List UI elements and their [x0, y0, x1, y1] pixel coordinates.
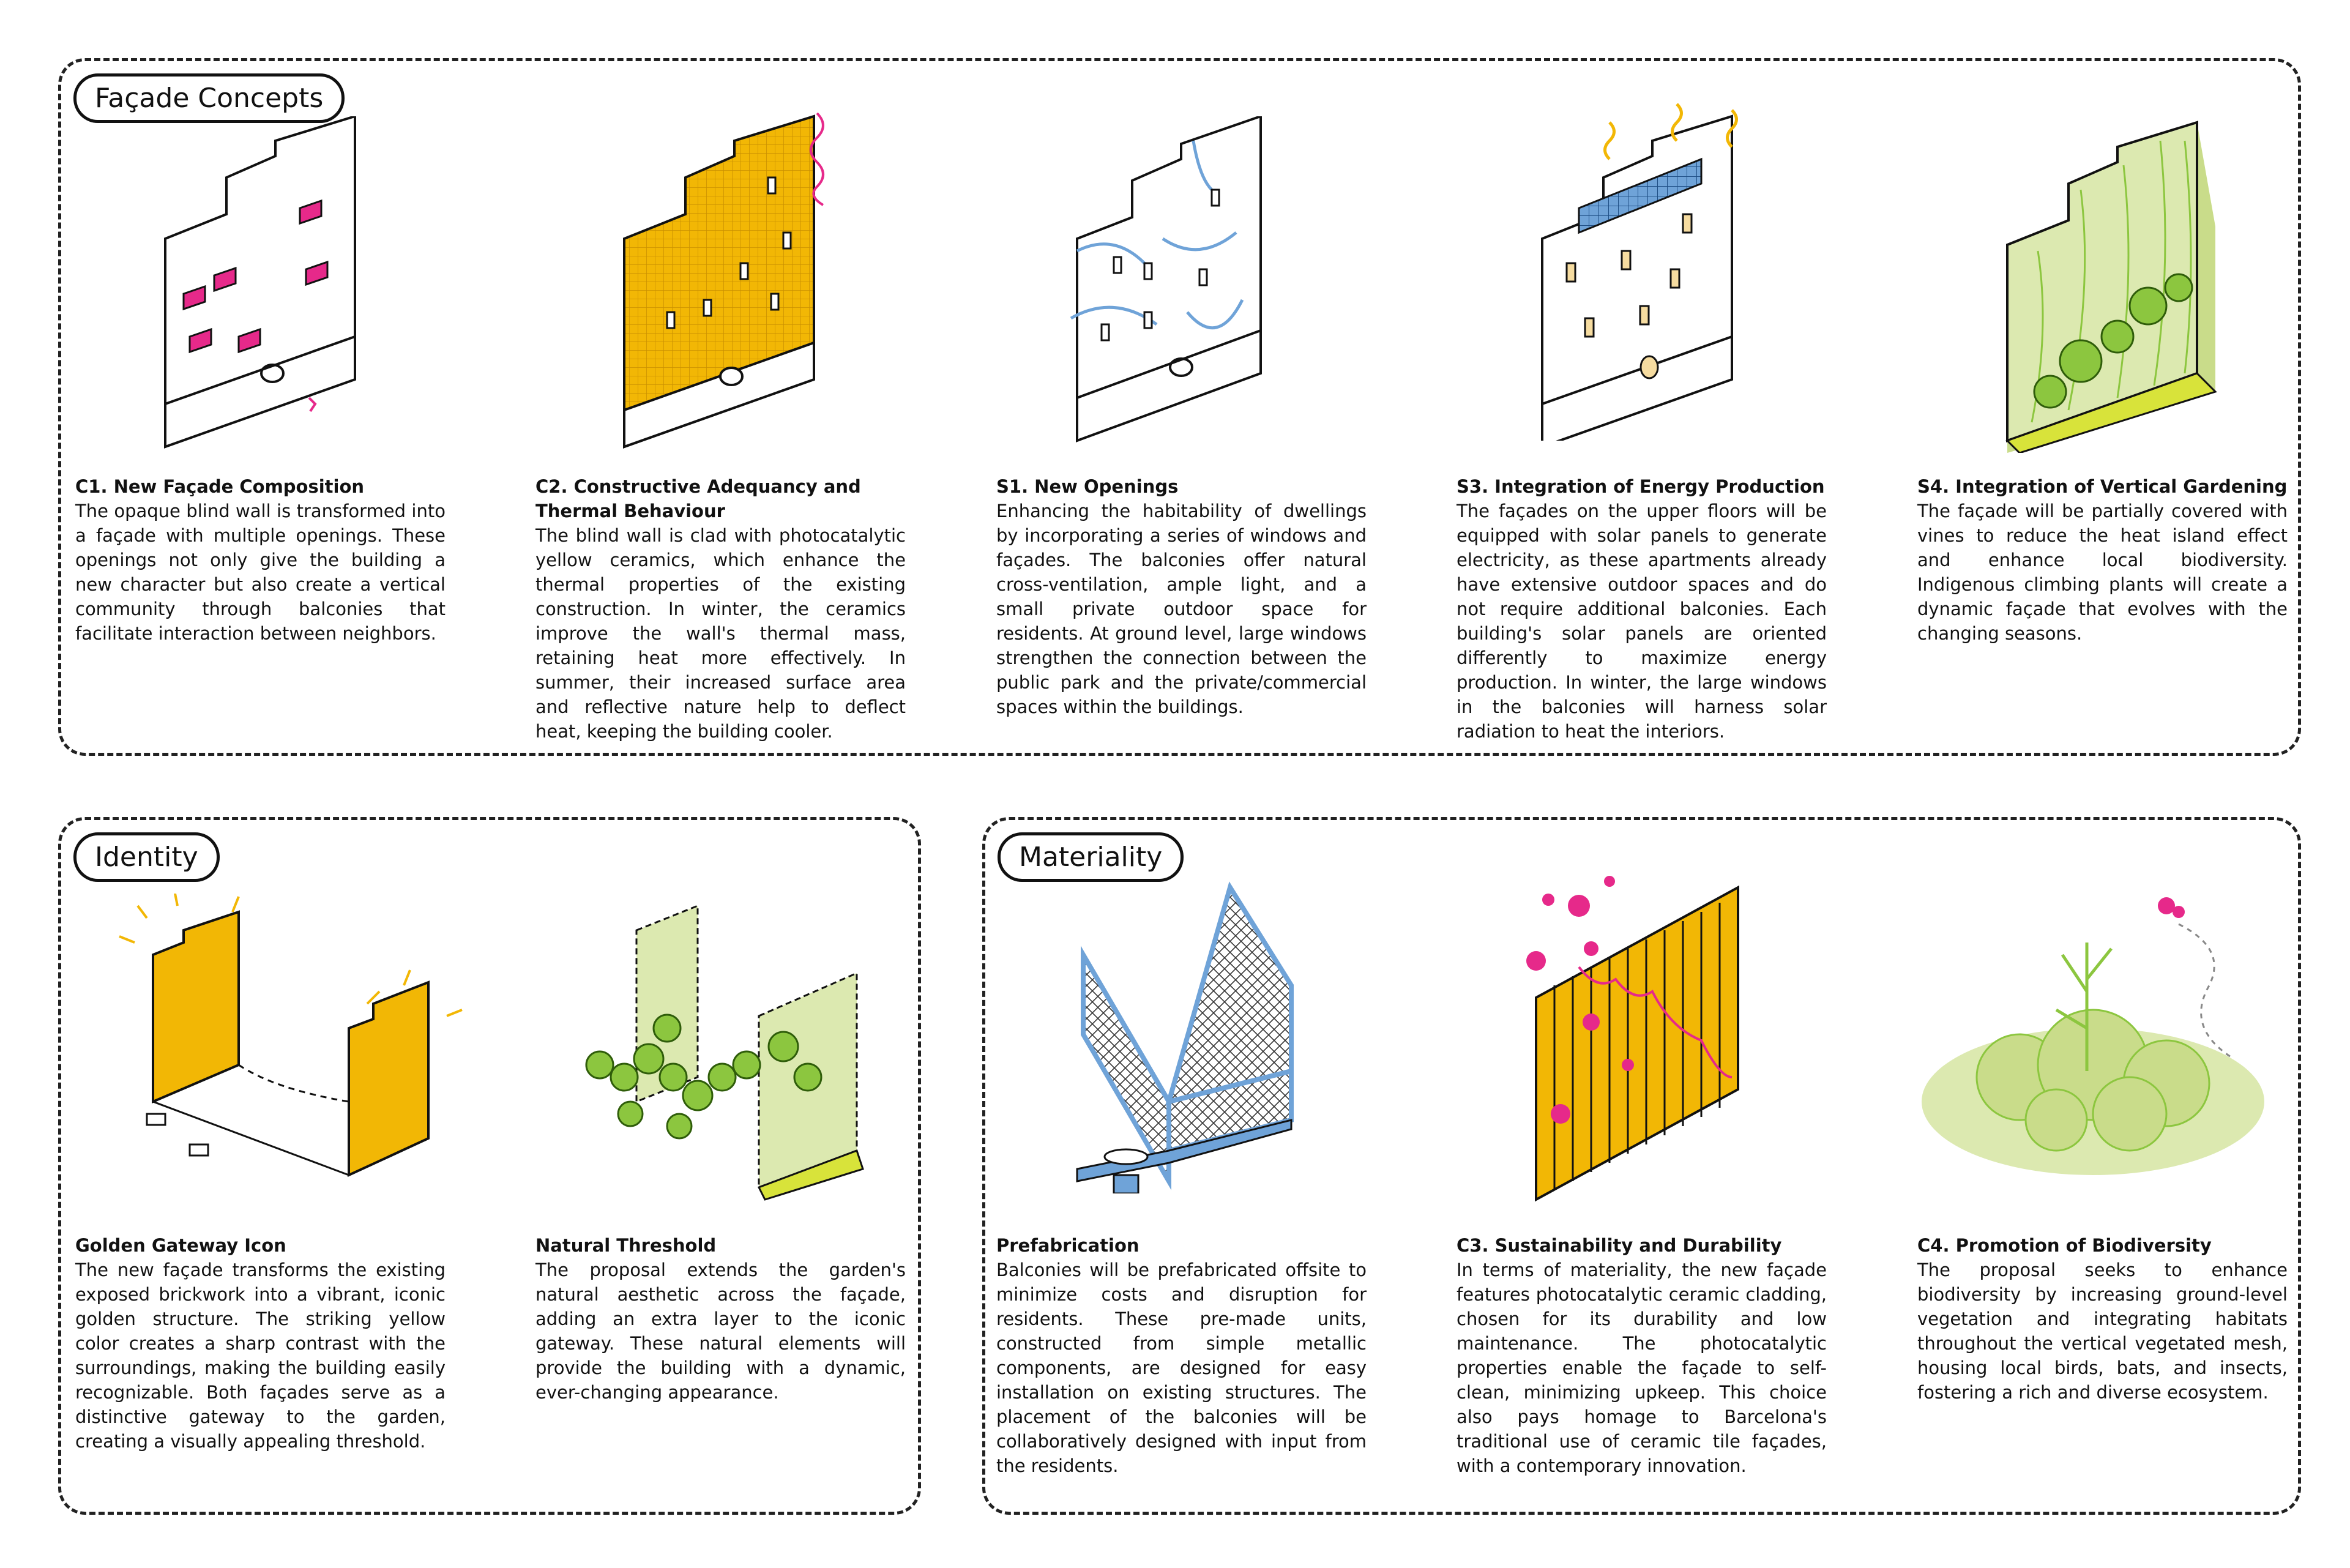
facade-concepts-title: Façade Concepts [73, 73, 345, 123]
c1-caption [75, 474, 446, 646]
s3-body: The façades on the upper floors will be equipped with solar panels to generate electricity, as these apartments already have extensive outdoor spaces and do not require additional balconies. Each building's solar panels are oriented differently to maximize energy production. In winter, the large windows in the balconies will harness solar radiation to heat the interiors. [1457, 501, 1827, 742]
materiality-title: Materiality [998, 832, 1184, 882]
c1-diagram [153, 116, 386, 459]
c4-caption [1917, 1233, 2288, 1405]
prefab-body: Balconies will be prefabricated offsite to minimize costs and disruption for residents. These pre-made units, constructed from simple metallic components, are designed for easy installation on existing structures. The placement of the balconies will be collaboratively designed with input from the residents. [996, 1260, 1367, 1476]
c4-diagram [1909, 869, 2289, 1187]
c4-body: The proposal seeks to enhance biodiversity by increasing ground-level vegetation and integrating habitats throughout the vertical vegetated mesh, housing local birds, bats, and insects, fostering a rich and diverse ecosystem. [1917, 1260, 2288, 1403]
gateway-title: Golden Gateway Icon [75, 1235, 286, 1256]
threshold-title: Natural Threshold [535, 1235, 717, 1256]
s1-body: Enhancing the habitability of dwellings by incorporating a series of windows and façades. The balconies offer natural cross-ventilation, ample light, and a small private outdoor space for residents. At ground level, large windows strengthen the connection between the public park and the private/commercial spaces within the buildings. [996, 501, 1367, 717]
c4-title: C4. Promotion of Biodiversity [1917, 1235, 2212, 1256]
c1-title: C1. New Façade Composition [75, 476, 365, 497]
c2-title: C2. Constructive Adequancy and Thermal Behaviour [535, 476, 861, 521]
s3-caption [1457, 474, 1827, 744]
c3-body: In terms of materiality, the new façade features photocatalytic ceramic cladding, chosen for its durability and low maintenance. The photocatalytic properties enable the façade to self-clean, minimizing upkeep. This choice also pays homage to Barcelona's traditional use of ceramic tile façades, with a contemporary innovation. [1457, 1260, 1827, 1476]
s1-title: S1. New Openings [996, 476, 1179, 497]
threshold-caption [535, 1233, 906, 1405]
s4-diagram [1995, 104, 2240, 453]
c2-diagram [612, 110, 857, 453]
threshold-diagram [575, 894, 906, 1212]
c3-caption [1457, 1233, 1827, 1478]
s1-caption [996, 474, 1367, 719]
c3-diagram [1518, 869, 1799, 1212]
s4-body: The façade will be partially covered with vines to reduce the heat island effect and enhance local biodiversity. Indigenous climbing plants will create a dynamic façade that evolves with the changing seasons. [1917, 501, 2288, 644]
identity-title: Identity [73, 832, 220, 882]
s3-title: S3. Integration of Energy Production [1457, 476, 1825, 497]
s1-diagram [1065, 116, 1297, 447]
s4-caption [1917, 474, 2288, 646]
gateway-body: The new façade transforms the existing exposed brickwork into a vibrant, iconic golden structure. The striking yellow color creates a sharp contrast with the surroundings, making the building easily recognizable. Both façades serve as a distinctive gateway to the garden, creating a visually appealing threshold. [75, 1260, 446, 1452]
c3-title: C3. Sustainability and Durability [1457, 1235, 1782, 1256]
s4-title: S4. Integration of Vertical Gardening [1917, 476, 2288, 497]
prefab-caption [996, 1233, 1367, 1478]
s3-diagram [1530, 98, 1762, 441]
gateway-diagram [110, 894, 477, 1212]
c2-caption [535, 474, 906, 744]
c1-body: The opaque blind wall is transformed into a façade with multiple openings. These openings not only give the building a new character but also create a vertical community through balconies that facilitate interaction between neighbors. [75, 501, 446, 644]
threshold-body: The proposal extends the garden's natural aesthetic across the façade, adding an extra layer to the iconic gateway. These natural elements will provide the building with a dynamic, ever-changing appearance. [535, 1260, 906, 1403]
c2-body: The blind wall is clad with photocatalytic yellow ceramics, which enhance the thermal properties of the existing construction. In winter, the ceramics improve the wall's thermal mass, retaining heat more effectively. In summer, their increased surface area and reflective nature help to deflect heat, keeping the building cooler. [535, 525, 906, 742]
gateway-caption [75, 1233, 446, 1454]
prefab-title: Prefabrication [996, 1235, 1140, 1256]
prefab-diagram [1065, 875, 1322, 1193]
